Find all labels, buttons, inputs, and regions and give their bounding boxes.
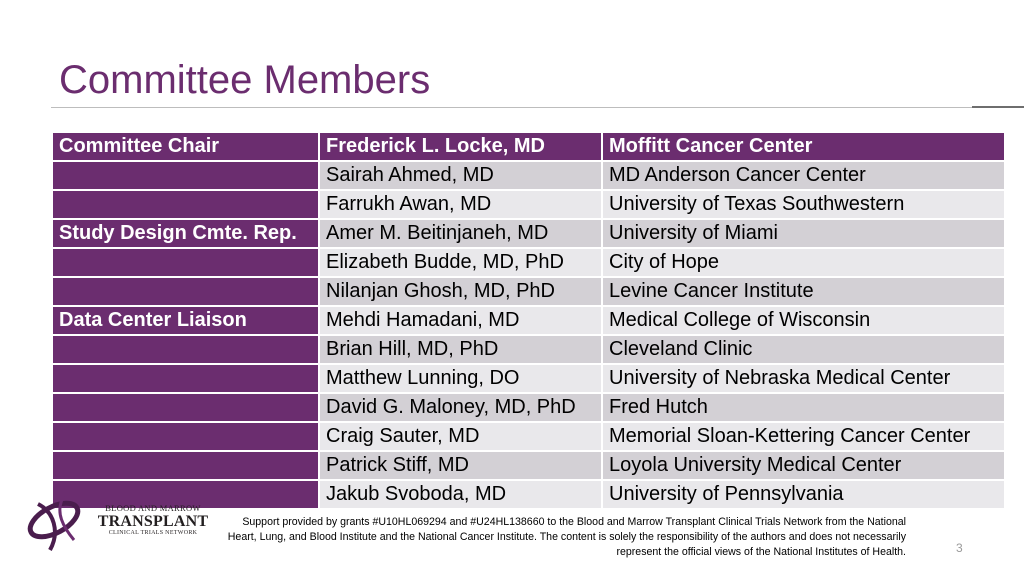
member-role	[52, 190, 319, 219]
logo-line-1: BLOOD AND MARROW	[105, 503, 201, 513]
table-row	[52, 248, 1005, 277]
member-institution: University of Pennsylvania	[602, 480, 1005, 509]
member-institution: Fred Hutch	[602, 393, 1005, 422]
table-row	[52, 161, 1005, 190]
member-name: Elizabeth Budde, MD, PhD	[319, 248, 602, 277]
member-role	[52, 364, 319, 393]
member-institution: Loyola University Medical Center	[602, 451, 1005, 480]
title-divider	[51, 107, 1024, 108]
member-role	[52, 451, 319, 480]
member-institution: Cleveland Clinic	[602, 335, 1005, 364]
member-institution: Memorial Sloan-Kettering Cancer Center	[602, 422, 1005, 451]
member-role: Study Design Cmte. Rep.	[52, 219, 319, 248]
member-institution: Levine Cancer Institute	[602, 277, 1005, 306]
member-name: Jakub Svoboda, MD	[319, 480, 602, 509]
member-institution: University of Nebraska Medical Center	[602, 364, 1005, 393]
slide-title: Committee Members	[59, 58, 431, 102]
committee-members-table	[51, 131, 1006, 510]
page-number: 3	[956, 541, 963, 555]
member-role	[52, 161, 319, 190]
member-institution: University of Texas Southwestern	[602, 190, 1005, 219]
member-institution: Medical College of Wisconsin	[602, 306, 1005, 335]
table-row	[52, 451, 1005, 480]
logo-swirl-icon	[24, 492, 84, 554]
header-name: Frederick L. Locke, MD	[319, 132, 602, 161]
member-name: Mehdi Hamadani, MD	[319, 306, 602, 335]
header-institution: Moffitt Cancer Center	[602, 132, 1005, 161]
table-row	[52, 335, 1005, 364]
bmt-ctn-logo	[24, 492, 214, 554]
member-institution: City of Hope	[602, 248, 1005, 277]
member-name: Farrukh Awan, MD	[319, 190, 602, 219]
table-row	[52, 277, 1005, 306]
table-row	[52, 422, 1005, 451]
table-header-row	[52, 132, 1005, 161]
member-name: Craig Sauter, MD	[319, 422, 602, 451]
member-name: Sairah Ahmed, MD	[319, 161, 602, 190]
member-role	[52, 335, 319, 364]
member-role	[52, 422, 319, 451]
table-row	[52, 219, 1005, 248]
table-row	[52, 190, 1005, 219]
logo-line-2: TRANSPLANT	[97, 513, 209, 530]
member-name: Brian Hill, MD, PhD	[319, 335, 602, 364]
header-role: Committee Chair	[52, 132, 319, 161]
member-role: Data Center Liaison	[52, 306, 319, 335]
table-row	[52, 364, 1005, 393]
member-institution: University of Miami	[602, 219, 1005, 248]
table-row	[52, 306, 1005, 335]
member-role	[52, 393, 319, 422]
member-name: David G. Maloney, MD, PhD	[319, 393, 602, 422]
member-name: Amer M. Beitinjaneh, MD	[319, 219, 602, 248]
table-row	[52, 393, 1005, 422]
funding-disclaimer: Support provided by grants #U10HL069294 and #U24HL138660 to the Blood and Marrow Transplant Clinical Trials Network from the National Heart, Lung, and Blood Institute and the National Cancer Institute. The content is solely the responsibility of the authors and does not necessarily represent the official views of the National Institutes of Health.	[227, 516, 906, 558]
logo-line-3: CLINICAL TRIALS NETWORK	[108, 530, 198, 536]
member-name: Nilanjan Ghosh, MD, PhD	[319, 277, 602, 306]
title-divider-accent	[972, 106, 1024, 108]
member-role	[52, 277, 319, 306]
member-institution: MD Anderson Cancer Center	[602, 161, 1005, 190]
member-name: Matthew Lunning, DO	[319, 364, 602, 393]
member-role	[52, 248, 319, 277]
member-name: Patrick Stiff, MD	[319, 451, 602, 480]
